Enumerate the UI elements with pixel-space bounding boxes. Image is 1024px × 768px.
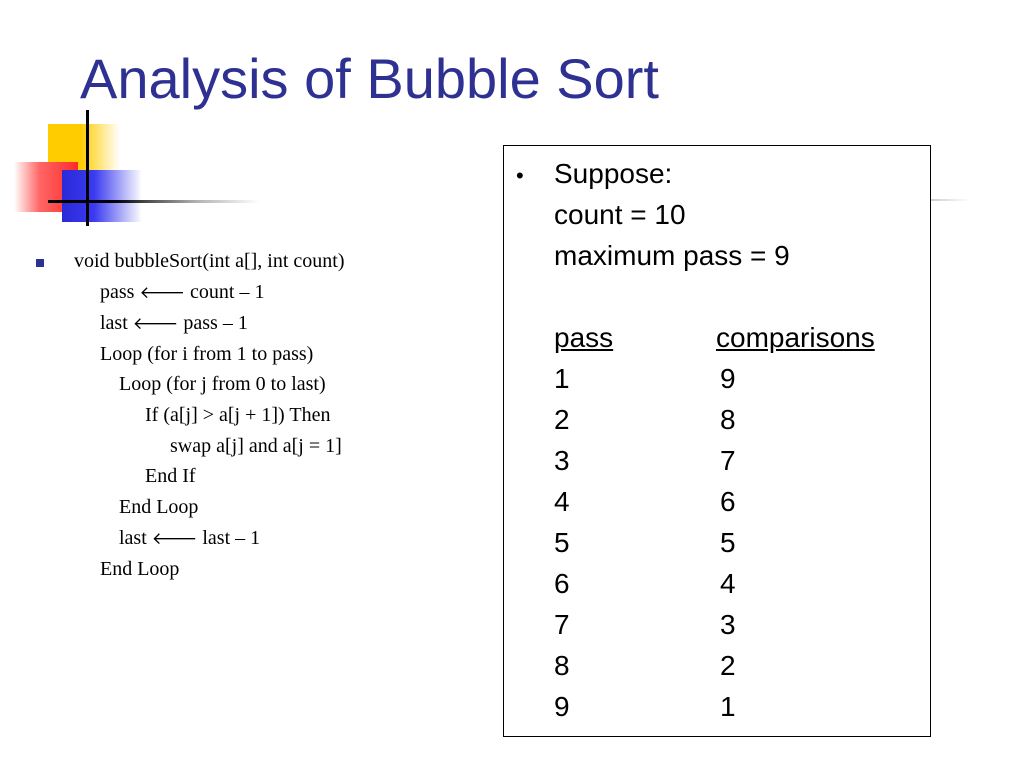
code-text: swap a[j] and a[j = 1] xyxy=(170,435,342,457)
analysis-box xyxy=(503,145,931,737)
comparisons-cell: 7 xyxy=(720,445,736,476)
table-row xyxy=(504,359,930,400)
comparisons-cell: 2 xyxy=(720,650,736,681)
left-arrow-icon: 🡐 xyxy=(132,314,179,334)
vertical-rule xyxy=(86,110,89,226)
square-bullet-icon xyxy=(36,259,44,267)
comparisons-cell: 5 xyxy=(720,527,736,558)
code-text: pass – 1 xyxy=(178,312,248,334)
decorative-blocks xyxy=(0,110,260,230)
code-line xyxy=(100,278,264,306)
pass-cell: 7 xyxy=(554,609,570,640)
code-text: last xyxy=(100,312,133,334)
code-line xyxy=(119,524,260,552)
table-row xyxy=(504,646,930,687)
code-line xyxy=(100,555,179,583)
comparisons-cell: 1 xyxy=(720,691,736,722)
comparisons-cell: 9 xyxy=(720,363,736,394)
table-row xyxy=(504,441,930,482)
table-row xyxy=(504,687,930,728)
code-text: End Loop xyxy=(119,496,199,518)
code-line xyxy=(100,340,313,368)
table-row xyxy=(504,564,930,605)
code-text: pass xyxy=(100,281,140,303)
pass-cell: 2 xyxy=(554,404,570,435)
code-line xyxy=(100,309,248,337)
pass-cell: 9 xyxy=(554,691,570,722)
pass-cell: 6 xyxy=(554,568,570,599)
table-header-pass: pass xyxy=(554,322,614,353)
code-line xyxy=(170,432,342,460)
table-row xyxy=(504,605,930,646)
code-line xyxy=(119,493,198,521)
code-text: Loop (for j from 0 to last) xyxy=(119,373,326,395)
pass-cell: 5 xyxy=(554,527,570,558)
max-pass-line: maximum pass = 9 xyxy=(554,240,790,271)
code-text: count – 1 xyxy=(185,281,265,303)
comparisons-cell: 6 xyxy=(720,486,736,517)
code-line xyxy=(119,370,326,398)
left-arrow-icon: 🡐 xyxy=(151,529,198,549)
count-line: count = 10 xyxy=(554,199,686,230)
table-row xyxy=(504,482,930,523)
horizontal-rule-fade xyxy=(930,199,970,201)
table-row xyxy=(504,523,930,564)
blue-square xyxy=(62,170,142,222)
pass-cell: 3 xyxy=(554,445,570,476)
code-text: If (a[j] > a[j + 1]) Then xyxy=(145,404,331,426)
pass-cell: 8 xyxy=(554,650,570,681)
slide-title: Analysis of Bubble Sort xyxy=(80,47,659,110)
horizontal-rule xyxy=(48,200,260,203)
table-row xyxy=(504,400,930,441)
comparisons-cell: 3 xyxy=(720,609,736,640)
code-text: End Loop xyxy=(100,558,180,580)
code-text: last – 1 xyxy=(197,527,261,549)
code-line xyxy=(145,462,196,490)
code-line xyxy=(145,401,330,429)
comparisons-cell: 4 xyxy=(720,568,736,599)
code-text: last xyxy=(119,527,152,549)
bullet-icon: • xyxy=(516,163,524,188)
left-arrow-icon: 🡐 xyxy=(139,283,186,303)
comparisons-cell: 8 xyxy=(720,404,736,435)
code-text: Loop (for i from 1 to pass) xyxy=(100,343,314,365)
pass-cell: 4 xyxy=(554,486,570,517)
suppose-label: Suppose: xyxy=(554,158,673,189)
code-text: End If xyxy=(145,465,196,487)
code-signature: void bubbleSort(int a[], int count) xyxy=(74,250,345,272)
pass-cell: 1 xyxy=(554,363,570,394)
table-header-comparisons: comparisons xyxy=(716,322,875,353)
